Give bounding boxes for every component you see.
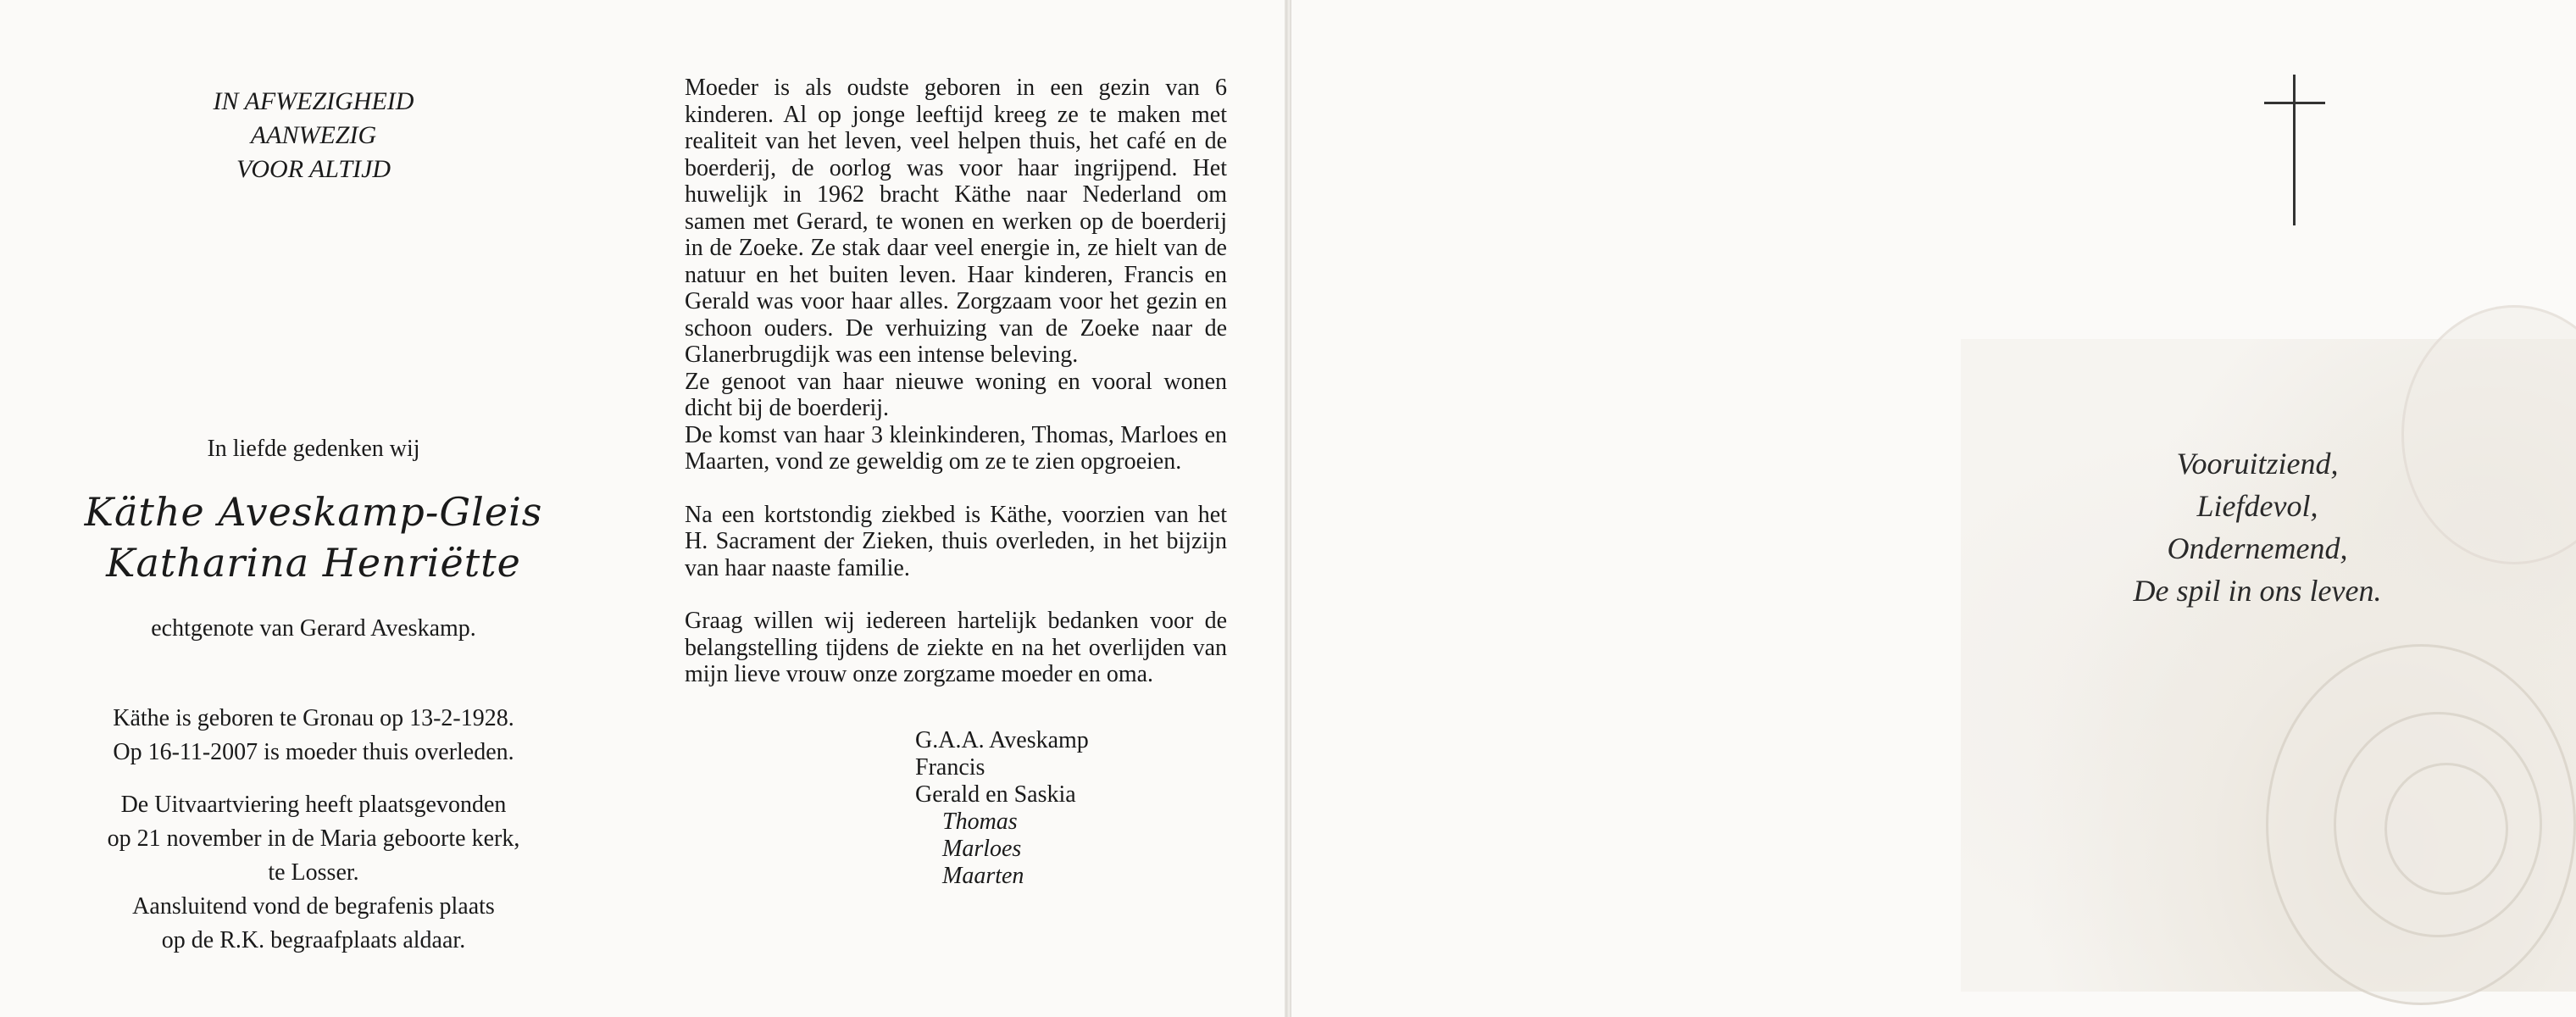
left-column [68, 85, 559, 958]
motto-line: IN AFWEZIGHEID [213, 87, 414, 115]
info-line: Op 16-11-2007 is moeder thuis overleden. [113, 739, 514, 765]
grandchild: Maarten [942, 862, 1024, 889]
family-signoff [915, 727, 1227, 890]
verse-line: Liefdevol, [2196, 489, 2318, 523]
funeral-info [68, 788, 559, 958]
family-member: G.A.A. Aveskamp [915, 726, 1089, 753]
info-line: De Uitvaartviering heeft plaatsgevonden [120, 792, 507, 818]
birth-death-info [68, 702, 559, 770]
biography-column [685, 75, 1227, 890]
biography-paragraph: Ze genoot van haar nieuwe woning en vooral wonen dicht bij de boerderij. [685, 368, 1227, 421]
biography-paragraph: De komst van haar 3 kleinkinderen, Thomas, Marloes en Maarten, vond ze geweldig om ze te zien opgroeien. [685, 421, 1227, 475]
verse-line: De spil in ons leven. [2133, 574, 2382, 608]
card-front [1291, 0, 2576, 1017]
info-line: te Losser. [268, 859, 359, 886]
grandchild: Marloes [942, 835, 1022, 862]
name-line-2: Katharina Henriëtte [106, 540, 521, 586]
verse [2105, 442, 2410, 612]
motto [68, 85, 559, 186]
verse-line: Ondernemend, [2167, 531, 2348, 565]
name-line-1: Käthe Aveskamp-Gleis [84, 489, 543, 535]
biography-paragraph: Na een kortstondig ziekbed is Käthe, voorzien van het H. Sacrament der Zieken, thuis overleden, in het bijzijn van haar naaste familie. [685, 501, 1227, 581]
biography-paragraph: Moeder is als oudste geboren in een gezin van 6 kinderen. Al op jonge leeftijd kreeg ze te maken met realiteit van het leven, veel helpen thuis, het café en de boerderij, de oorlog was voor haar ingrijpend. Het huwelijk in 1962 bracht Käthe naar Nederland om samen met Gerard, te wonen en werken op de boerderij in de Zoeke. Ze stak daar veel energie in, ze hielt van de natuur en het buiten leven. Haar kinderen, Francis en Gerald was voor haar alles. Zorgzaam voor het gezin en schoon ouders. De verhuizing van de Zoeke naar de Glanerbrugdijk was een intense beleving. [685, 75, 1227, 368]
motto-line: AANWEZIG [250, 121, 377, 149]
thanks-paragraph: Graag willen wij iedereen hartelijk bedanken voor de belangstelling tijdens de ziekte en na het overlijden van mijn lieve vrouw onze zorgzame moeder en oma. [685, 608, 1227, 687]
info-line: Käthe is geboren te Gronau op 13-2-1928. [113, 705, 514, 731]
in-memory-heading: In liefde gedenken wij [207, 436, 420, 462]
rose-image [1961, 339, 2576, 992]
info-line: Aansluitend vond de begrafenis plaats [132, 893, 495, 920]
spouse-line: echtgenote van Gerard Aveskamp. [151, 615, 476, 642]
family-member: Gerald en Saskia [915, 781, 1076, 808]
rose-petal [2401, 305, 2576, 564]
verse-line: Vooruitziend, [2176, 447, 2339, 481]
card-inside-spread [0, 0, 1286, 1017]
rose-petal [2384, 763, 2508, 895]
cross-icon [2264, 75, 2325, 225]
family-member: Francis [915, 753, 985, 781]
deceased-name [68, 486, 559, 588]
info-line: op de R.K. begraafplaats aldaar. [161, 927, 466, 953]
grandchild: Thomas [942, 808, 1018, 835]
info-line: op 21 november in de Maria geboorte kerk, [107, 825, 520, 852]
motto-line: VOOR ALTIJD [236, 155, 391, 183]
